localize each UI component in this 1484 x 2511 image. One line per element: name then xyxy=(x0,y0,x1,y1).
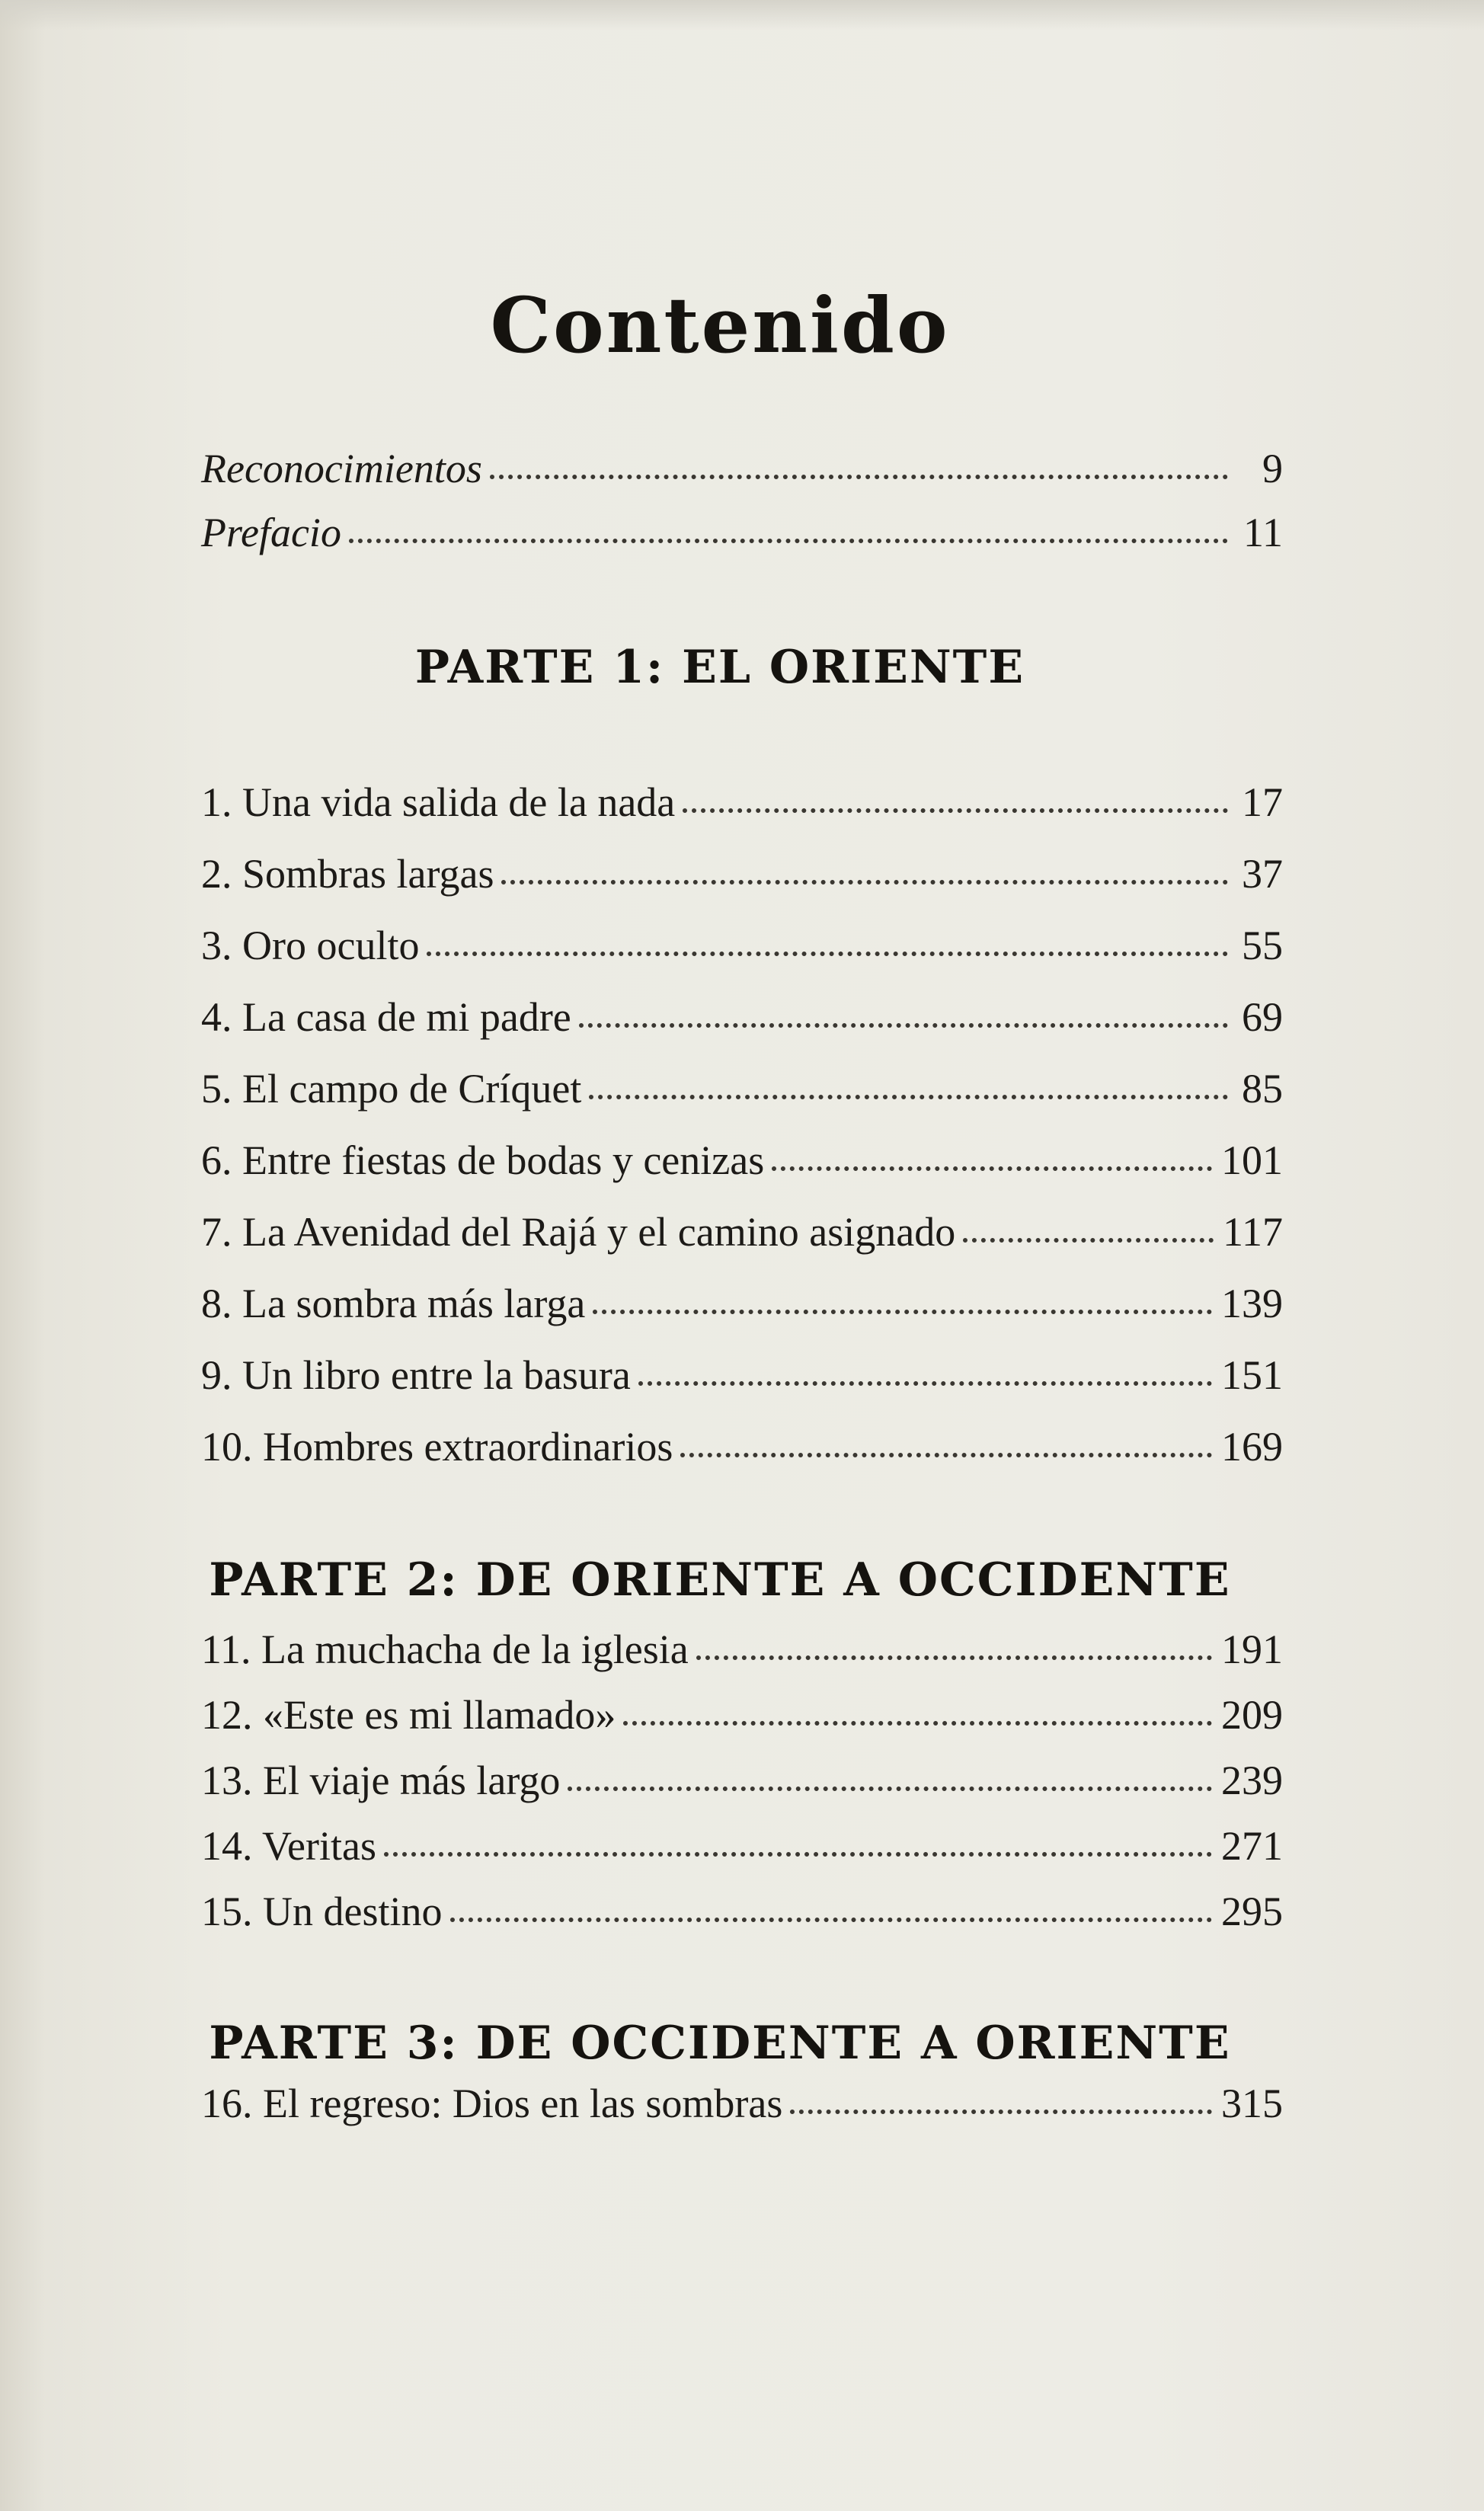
toc-entry-label: 14. Veritas xyxy=(201,1823,376,1869)
dot-leader xyxy=(696,1655,1212,1660)
dot-leader xyxy=(427,952,1228,956)
toc-entry-label: 15. Un destino xyxy=(201,1889,443,1934)
toc-entry-label: 1. Una vida salida de la nada xyxy=(201,779,676,825)
toc-entry-label: Reconocimientos xyxy=(201,446,482,491)
toc-entry xyxy=(201,1891,1283,1932)
page-title: Contenido xyxy=(490,280,950,370)
toc-entry-page: 101 xyxy=(1221,1137,1283,1183)
toc-entry-page: 69 xyxy=(1242,994,1283,1040)
toc-entry-label: 4. La casa de mi padre xyxy=(201,994,571,1040)
toc-entry xyxy=(201,925,1283,966)
toc-entry xyxy=(201,1209,1283,1255)
toc-entry xyxy=(201,1137,1283,1183)
toc-entry-page: 271 xyxy=(1221,1823,1283,1869)
toc-entry-reconocimientos xyxy=(201,448,1283,489)
toc-entry-page: 55 xyxy=(1242,923,1283,968)
dot-leader xyxy=(772,1166,1212,1171)
dot-leader xyxy=(593,1310,1212,1314)
dot-leader xyxy=(790,2110,1212,2114)
toc-entry xyxy=(201,1352,1283,1398)
toc-entry-label: 9. Un libro entre la basura xyxy=(201,1352,631,1398)
toc-entry xyxy=(201,851,1283,897)
toc-entry-label: 16. El regreso: Dios en las sombras xyxy=(201,2081,783,2126)
toc-entry-page: 295 xyxy=(1221,1889,1283,1934)
toc-entry-page: 209 xyxy=(1221,1692,1283,1738)
toc-entry xyxy=(201,1629,1283,1670)
part-heading: PARTE 2: DE ORIENTE A OCCIDENTE xyxy=(209,1553,1231,1607)
toc-entry xyxy=(201,779,1283,825)
dot-leader xyxy=(579,1023,1228,1028)
toc-entry xyxy=(201,2083,1283,2124)
toc-entry-label: Prefacio xyxy=(201,510,341,555)
toc-entry xyxy=(201,1823,1283,1869)
toc-entry-label: 8. La sombra más larga xyxy=(201,1281,586,1326)
toc-entry xyxy=(201,1066,1283,1112)
dot-leader xyxy=(490,475,1228,479)
toc-entry-label: 13. El viaje más largo xyxy=(201,1758,561,1803)
toc-entry xyxy=(201,996,1283,1038)
toc-entry-label: 7. La Avenidad del Rajá y el camino asignado xyxy=(201,1209,956,1255)
dot-leader xyxy=(963,1238,1214,1243)
toc-entry-prefacio xyxy=(201,512,1283,553)
toc-entry-page: 117 xyxy=(1223,1209,1283,1255)
toc-entry-page: 151 xyxy=(1221,1352,1283,1398)
toc-entry-page: 315 xyxy=(1221,2081,1283,2126)
toc-entry xyxy=(201,1424,1283,1470)
toc-entry-label: 5. El campo de Críquet xyxy=(201,1066,582,1112)
toc-entry-page: 17 xyxy=(1242,779,1283,825)
dot-leader xyxy=(568,1786,1212,1791)
toc-entry xyxy=(201,1692,1283,1738)
toc-entry xyxy=(201,1760,1283,1801)
toc-entry-page: 239 xyxy=(1221,1758,1283,1803)
part-heading: PARTE 1: EL ORIENTE xyxy=(414,641,1025,694)
part-heading: PARTE 3: DE OCCIDENTE A ORIENTE xyxy=(209,2017,1231,2070)
toc-entry-label: 6. Entre fiestas de bodas y cenizas xyxy=(201,1137,765,1183)
toc-entry-page: 139 xyxy=(1221,1281,1283,1326)
toc-entry-page: 191 xyxy=(1221,1627,1283,1672)
toc-entry-page: 9 xyxy=(1262,446,1283,491)
dot-leader xyxy=(589,1095,1228,1099)
toc-entry-page: 37 xyxy=(1242,851,1283,897)
dot-leader xyxy=(450,1918,1213,1922)
toc-entry-label: 10. Hombres extraordinarios xyxy=(201,1424,673,1470)
dot-leader xyxy=(349,539,1228,543)
dot-leader xyxy=(501,880,1228,884)
dot-leader xyxy=(683,808,1228,813)
toc-entry-label: 2. Sombras largas xyxy=(201,851,494,897)
toc-entry-page: 11 xyxy=(1243,510,1283,555)
toc-entry-label: 11. La muchacha de la iglesia xyxy=(201,1627,689,1672)
toc-entry-page: 169 xyxy=(1221,1424,1283,1470)
dot-leader xyxy=(623,1721,1212,1726)
toc-entry-page: 85 xyxy=(1242,1066,1283,1112)
dot-leader xyxy=(638,1381,1212,1386)
dot-leader xyxy=(384,1852,1212,1857)
toc-entry-label: 12. «Este es mi llamado» xyxy=(201,1692,616,1738)
toc-entry xyxy=(201,1283,1283,1324)
toc-entry-label: 3. Oro oculto xyxy=(201,923,420,968)
dot-leader xyxy=(680,1453,1212,1457)
